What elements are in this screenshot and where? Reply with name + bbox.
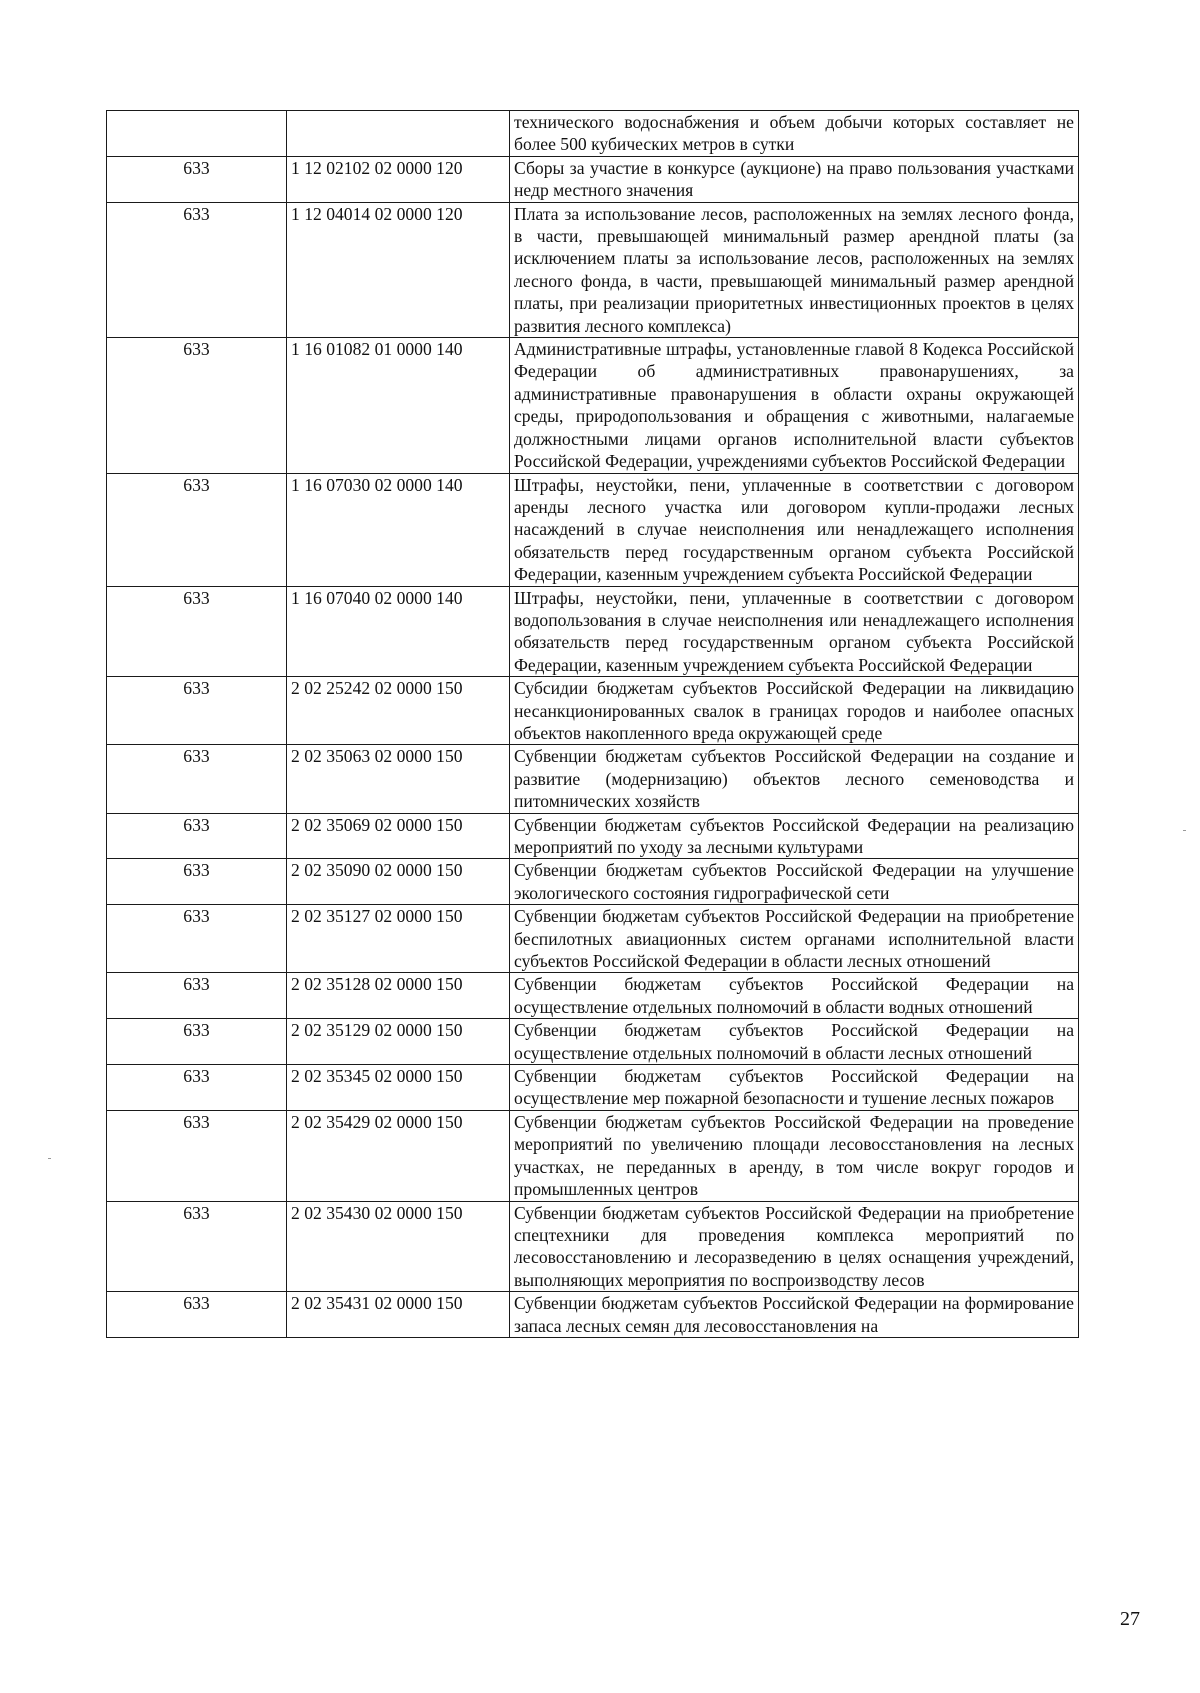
budget-code-cell: 2 02 25242 02 0000 150	[287, 677, 510, 745]
revenue-name-cell: Субвенции бюджетам субъектов Российской Федерации на реализацию мероприятий по уходу за лесными культурами	[510, 813, 1079, 859]
admin-code-cell: 633	[107, 1019, 287, 1065]
revenue-name-cell: Субвенции бюджетам субъектов Российской Федерации на улучшение экологического состояния гидрографической сети	[510, 859, 1079, 905]
table-row	[107, 973, 1079, 1019]
table-row	[107, 1110, 1079, 1201]
table-row	[107, 338, 1079, 473]
budget-code-cell: 2 02 35090 02 0000 150	[287, 859, 510, 905]
admin-code-cell: 633	[107, 156, 287, 202]
table-row	[107, 1201, 1079, 1292]
table-row	[107, 677, 1079, 745]
budget-code-cell: 2 02 35128 02 0000 150	[287, 973, 510, 1019]
table-row	[107, 745, 1079, 813]
admin-code-cell: 633	[107, 1292, 287, 1338]
budget-code-cell: 2 02 35069 02 0000 150	[287, 813, 510, 859]
admin-code-cell: 633	[107, 1110, 287, 1201]
table-row	[107, 111, 1079, 157]
budget-code-cell: 2 02 35429 02 0000 150	[287, 1110, 510, 1201]
page-number: 27	[1120, 1608, 1140, 1630]
revenue-name-cell: Субсидии бюджетам субъектов Российской Федерации на ликвидацию несанкционированных свалок в границах городов и наиболее опасных объектов накопленного вреда окружающей среде	[510, 677, 1079, 745]
table-row	[107, 202, 1079, 337]
admin-code-cell: 633	[107, 813, 287, 859]
admin-code-cell: 633	[107, 473, 287, 586]
admin-code-cell: 633	[107, 859, 287, 905]
admin-code-cell	[107, 111, 287, 157]
budget-code-cell	[287, 111, 510, 157]
revenue-name-cell: Штрафы, неустойки, пени, уплаченные в соответствии с договором водопользования в случае неисполнения или ненадлежащего исполнения обязательств перед государственным органом субъекта Российской Федерации, казенным учреждением субъекта Российской Федерации	[510, 586, 1079, 677]
admin-code-cell: 633	[107, 973, 287, 1019]
table-row	[107, 859, 1079, 905]
budget-code-cell: 2 02 35345 02 0000 150	[287, 1065, 510, 1111]
revenue-name-cell: Сборы за участие в конкурсе (аукционе) на право пользования участками недр местного значения	[510, 156, 1079, 202]
budget-code-cell: 1 16 07030 02 0000 140	[287, 473, 510, 586]
table-row	[107, 813, 1079, 859]
admin-code-cell: 633	[107, 745, 287, 813]
revenue-codes-table	[106, 110, 1079, 1338]
admin-code-cell: 633	[107, 202, 287, 337]
table-row	[107, 586, 1079, 677]
budget-code-cell: 1 12 04014 02 0000 120	[287, 202, 510, 337]
admin-code-cell: 633	[107, 586, 287, 677]
table-row	[107, 1292, 1079, 1338]
table-row	[107, 156, 1079, 202]
scan-dot	[1183, 830, 1186, 831]
admin-code-cell: 633	[107, 905, 287, 973]
revenue-name-cell: Субвенции бюджетам субъектов Российской Федерации на осуществление отдельных полномочий в области лесных отношений	[510, 1019, 1079, 1065]
budget-code-cell: 2 02 35063 02 0000 150	[287, 745, 510, 813]
admin-code-cell: 633	[107, 1065, 287, 1111]
budget-code-cell: 1 16 07040 02 0000 140	[287, 586, 510, 677]
table-body	[107, 111, 1079, 1338]
table-row	[107, 1065, 1079, 1111]
revenue-name-cell: Субвенции бюджетам субъектов Российской Федерации на осуществление отдельных полномочий в области водных отношений	[510, 973, 1079, 1019]
admin-code-cell: 633	[107, 1201, 287, 1292]
budget-code-cell: 2 02 35129 02 0000 150	[287, 1019, 510, 1065]
revenue-name-cell: Штрафы, неустойки, пени, уплаченные в соответствии с договором аренды лесного участка или договором купли-продажи лесных насаждений в случае неисполнения или ненадлежащего исполнения обязательств перед государственным органом субъекта Российской Федерации, казенным учреждением субъекта Российской Федерации	[510, 473, 1079, 586]
admin-code-cell: 633	[107, 677, 287, 745]
revenue-name-cell: Плата за использование лесов, расположенных на землях лесного фонда, в части, превышающей минимальный размер арендной платы (за исключением платы за использование лесов, расположенных на землях лесного фонда, в части, превышающей минимальный размер арендной платы, при реализации приоритетных инвестиционных проектов в целях развития лесного комплекса)	[510, 202, 1079, 337]
budget-code-cell: 1 12 02102 02 0000 120	[287, 156, 510, 202]
revenue-name-cell: Субвенции бюджетам субъектов Российской Федерации на формирование запаса лесных семян для лесовосстановления на	[510, 1292, 1079, 1338]
budget-code-cell: 2 02 35127 02 0000 150	[287, 905, 510, 973]
table-row	[107, 473, 1079, 586]
revenue-name-cell: Субвенции бюджетам субъектов Российской Федерации на приобретение спецтехники для проведения комплекса мероприятий по лесовосстановлению и лесоразведению в целях оснащения учреждений, выполняющих мероприятия по воспроизводству лесов	[510, 1201, 1079, 1292]
revenue-name-cell: Субвенции бюджетам субъектов Российской Федерации на проведение мероприятий по увеличению площади лесовосстановления на лесных участках, не переданных в аренду, в том числе вокруг городов и промышленных центров	[510, 1110, 1079, 1201]
revenue-name-cell: технического водоснабжения и объем добычи которых составляет не более 500 кубических метров в сутки	[510, 111, 1079, 157]
revenue-name-cell: Субвенции бюджетам субъектов Российской Федерации на создание и развитие (модернизацию) объектов лесного семеноводства и питомнических хозяйств	[510, 745, 1079, 813]
admin-code-cell: 633	[107, 338, 287, 473]
budget-code-cell: 1 16 01082 01 0000 140	[287, 338, 510, 473]
revenue-name-cell: Субвенции бюджетам субъектов Российской Федерации на осуществление мер пожарной безопасности и тушение лесных пожаров	[510, 1065, 1079, 1111]
table-row	[107, 905, 1079, 973]
scan-dot	[48, 1158, 51, 1159]
budget-code-cell: 2 02 35431 02 0000 150	[287, 1292, 510, 1338]
budget-code-cell: 2 02 35430 02 0000 150	[287, 1201, 510, 1292]
table-row	[107, 1019, 1079, 1065]
revenue-name-cell: Административные штрафы, установленные главой 8 Кодекса Российской Федерации об административных правонарушениях, за административные правонарушения в области охраны окружающей среды, природопользования и обращения с животными, налагаемые должностными лицами органов исполнительной власти субъектов Российской Федерации, учреждениями субъектов Российской Федерации	[510, 338, 1079, 473]
revenue-name-cell: Субвенции бюджетам субъектов Российской Федерации на приобретение беспилотных авиационных систем органами исполнительной власти субъектов Российской Федерации в области лесных отношений	[510, 905, 1079, 973]
